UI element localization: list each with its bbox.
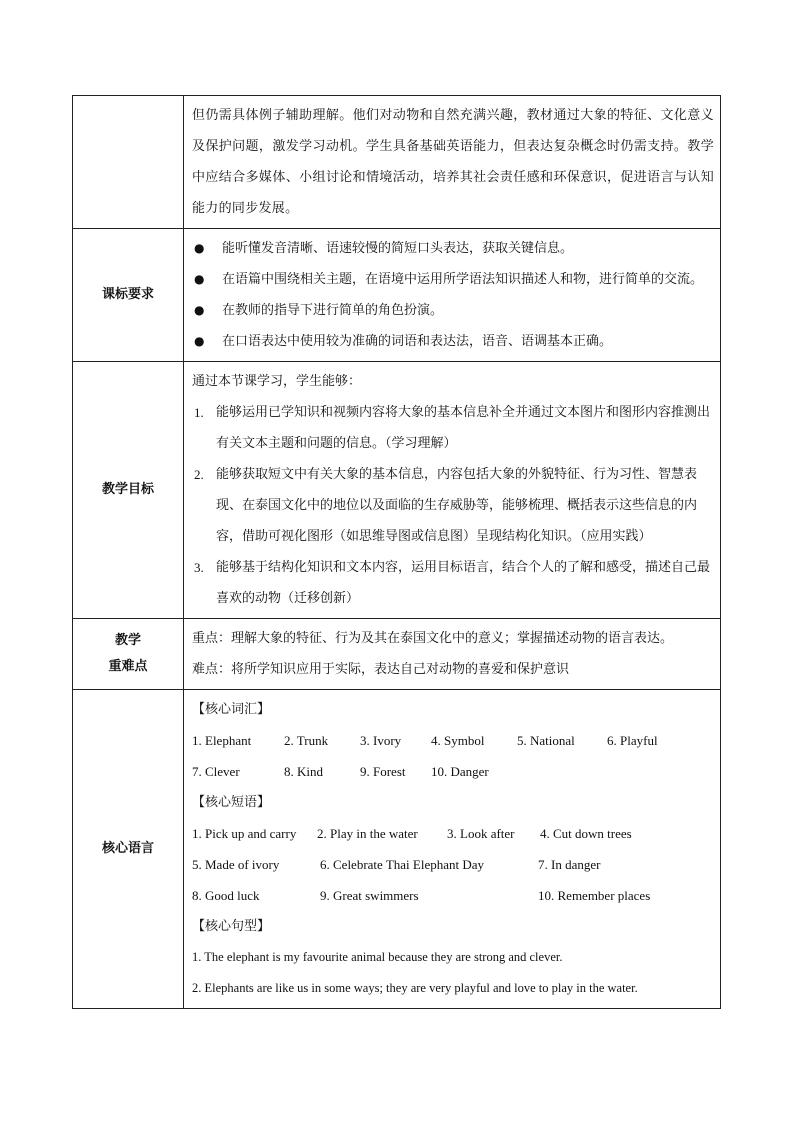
- phrase-item: 10. Remember places: [538, 888, 651, 903]
- standards-item: ● 在口语表达中使用较为准确的词语和表达法，语音、语调基本正确。: [192, 326, 714, 357]
- vocab-row: [192, 756, 714, 787]
- vocab-item: 9. Forest: [360, 764, 406, 779]
- bullet-icon: ●: [194, 272, 205, 286]
- difficulty-text: 难点：将所学知识应用于实际，表达自己对动物的喜爱和保护意识: [192, 662, 570, 677]
- lesson-plan-table: [72, 95, 721, 1009]
- phrase-item: 3. Look after: [447, 826, 515, 841]
- core-language-label: 核心语言: [73, 690, 184, 1009]
- standards-item: ● 在教师的指导下进行简单的角色扮演。: [192, 295, 714, 326]
- objective-item: 3. 能够基于结构化知识和文本内容，运用目标语言，结合个人的了解和感受，描述自己最喜欢的动物（迁移创新）: [194, 560, 711, 606]
- phrase-item: 6. Celebrate Thai Elephant Day: [320, 857, 485, 872]
- standards-label: 课标要求: [73, 229, 184, 362]
- phrase-item: 7. In danger: [538, 857, 601, 872]
- objectives-row: [73, 362, 721, 619]
- objective-item: 2. 能够获取短文中有关大象的基本信息，内容包括大象的外貌特征、行为习性、智慧表现、在泰国文化中的地位以及面临的生存威胁等，能够梳理、概括表示这些信息的内容，借助可视化图形（如思维导图或信息图）呈现结构化知识。（应用实践）: [194, 467, 698, 544]
- vocab-item: 2. Trunk: [284, 733, 329, 748]
- phrase-item: 5. Made of ivory: [192, 857, 280, 872]
- standards-content: [184, 229, 721, 362]
- vocab-item: 3. Ivory: [360, 733, 402, 748]
- standards-item: ● 在语篇中围绕相关主题，在语境中运用所学语法知识描述人和物，进行简单的交流。: [192, 264, 714, 295]
- standards-row: [73, 229, 721, 362]
- vocab-title: 【核心词汇】: [192, 702, 271, 717]
- key-points-content: [184, 619, 721, 690]
- vocab-item: 10. Danger: [431, 764, 489, 779]
- objective-item: 1. 能够运用已学知识和视频内容将大象的基本信息补全并通过文本图片和图形内容推测出有关文本主题和问题的信息。（学习理解）: [194, 405, 711, 451]
- phrase-row: [192, 880, 714, 911]
- phrase-item: 9. Great swimmers: [320, 888, 419, 903]
- core-language-content: [184, 690, 721, 1009]
- phrase-item: 8. Good luck: [192, 888, 260, 903]
- key-points-label: 教学 重难点: [73, 619, 184, 690]
- objectives-content: [184, 362, 721, 619]
- focus-text: 重点：理解大象的特征、行为及其在泰国文化中的意义；掌握描述动物的语言表达。: [192, 631, 674, 646]
- core-language-row: [73, 690, 721, 1009]
- sentence-title: 【核心句型】: [192, 919, 271, 934]
- vocab-item: 6. Playful: [607, 733, 658, 748]
- analysis-label: [73, 96, 184, 229]
- bullet-icon: ●: [194, 303, 205, 317]
- vocab-item: 5. National: [517, 733, 575, 748]
- phrase-item: 2. Play in the water: [317, 826, 418, 841]
- phrase-row: [192, 849, 714, 880]
- vocab-item: 8. Kind: [284, 764, 323, 779]
- objectives-label: 教学目标: [73, 362, 184, 619]
- vocab-item: 1. Elephant: [192, 733, 252, 748]
- phrase-title: 【核心短语】: [192, 795, 271, 810]
- phrase-item: 1. Pick up and carry: [192, 826, 297, 841]
- analysis-row: [73, 96, 721, 229]
- sentence-item: 1. The elephant is my favourite animal because they are strong and clever.: [192, 950, 563, 964]
- bullet-icon: ●: [194, 334, 205, 348]
- vocab-item: 7. Clever: [192, 764, 240, 779]
- bullet-icon: ●: [194, 241, 205, 255]
- vocab-row: [192, 725, 714, 756]
- phrase-item: 4. Cut down trees: [540, 826, 632, 841]
- objectives-intro: 通过本节课学习，学生能够：: [192, 374, 362, 389]
- phrase-row: [192, 818, 714, 849]
- key-points-row: [73, 619, 721, 690]
- analysis-content: [184, 96, 721, 229]
- standards-item: ● 能听懂发音清晰、语速较慢的简短口头表达，获取关键信息。: [192, 233, 714, 264]
- sentence-item: 2. Elephants are like us in some ways; they are very playful and love to play in the water.: [192, 981, 638, 995]
- vocab-item: 4. Symbol: [431, 733, 485, 748]
- analysis-text: 但仍需具体例子辅助理解。他们对动物和自然充满兴趣，教材通过大象的特征、文化意义及保护问题，激发学习动机。学生具备基础英语能力，但表达复杂概念时仍需支持。教学中应结合多媒体、小组讨论和情境活动，培养其社会责任感和环保意识，促进语言与认知能力的同步发展。: [192, 108, 714, 216]
